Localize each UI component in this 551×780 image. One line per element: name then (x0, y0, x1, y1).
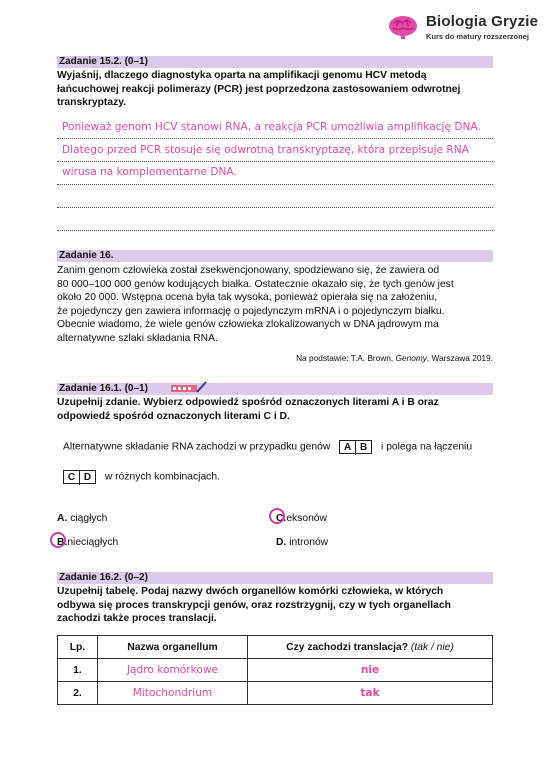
brand-title: Biologia Gryzie (426, 13, 539, 30)
text-line: 80 000–100 000 genów kodujących białka. Ostatecznie okazało się, że tych genów jest (57, 278, 454, 290)
fill-sentence-1: Alternatywne składanie RNA zachodzi w przypadku genów A B i polega na łączeniu (63, 441, 473, 453)
question-line: transkryptazy. (57, 97, 127, 108)
table-header-row (58, 636, 493, 659)
fill-sentence-2: C D w różnych kombinacjach. (63, 470, 220, 484)
question-line: odbywa się proces transkrypcji genów, oraz rozstrzygnij, czy w tych organellach (57, 599, 451, 611)
source-citation: Na podstawie: T.A. Brown, Genomy, Warszawa 2019. (296, 353, 493, 363)
header-translation: Czy zachodzi translacja? (tak / nie) (248, 636, 493, 659)
answer-dotted-line (57, 230, 493, 231)
answer-line-1: Ponieważ genom HCV stanowi RNA, a reakcja PCR umożliwia amplifikację DNA. (62, 121, 481, 133)
task-16-1-question (57, 396, 497, 423)
task-16-title: Zadanie 16. (57, 250, 493, 262)
selected-option-b-circle (50, 532, 66, 548)
selected-option-c-circle (269, 508, 285, 524)
text-line: Obecnie wiadomo, że wiele genów człowieka zlokalizowanych w DNA jądrowym ma (57, 319, 439, 330)
task-15-2-question (57, 69, 497, 110)
answer-dotted-line (57, 184, 493, 185)
option-d[interactable]: D. intronów (276, 537, 329, 548)
task-16-text (57, 264, 497, 345)
question-line: Uzupełnij tabelę. Podaj nazwy dwóch organellów komórki człowieka, w których (57, 586, 444, 597)
task-16-2-title: Zadanie 16.2. (0–2) (57, 572, 493, 584)
option-c[interactable]: C.eksonów (276, 513, 327, 524)
text-line: Zanim genom człowieka został zsekwencjonowany, spodziewano się, że zawiera od (57, 265, 440, 276)
organelle-table (57, 635, 493, 705)
row-translation[interactable]: nie (248, 659, 493, 682)
option-b[interactable]: B.nieciągłych (57, 537, 119, 548)
row-lp: 1. (58, 659, 98, 682)
answer-box-ab[interactable]: A B (339, 440, 372, 454)
answer-dotted-line (57, 138, 493, 139)
table-row (58, 682, 493, 705)
option-a[interactable]: A. ciągłych (57, 513, 108, 524)
answer-line-3: wirusa na komplementarne DNA. (62, 166, 237, 178)
question-line: odpowiedź spośród oznaczonych literami C i D. (57, 410, 290, 422)
text-line: alternatywne szlaki składania RNA. (57, 332, 218, 344)
task-16-1-title: Zadanie 16.1. (0–1) (57, 383, 493, 395)
answer-dotted-line (57, 161, 493, 162)
answer-box-cd[interactable]: C D (63, 470, 96, 484)
text-line: około 20 000. Wstępna ocena była tak wysoka, ponieważ opierała się na założeniu, (57, 292, 438, 303)
task-15-2-title: Zadanie 15.2. (0–1) (57, 56, 493, 68)
question-line: łańcuchowej reakcji polimerazy (PCR) jest poprzedzona zastosowaniem odwrotnej (57, 83, 461, 95)
answer-dotted-line (57, 207, 493, 208)
answer-line-2: Dlatego przed PCR stosuje się odwrotną transkryptazę, która przepisuje RNA (62, 144, 469, 156)
row-organelle-name[interactable]: Jądro komórkowe (98, 659, 248, 682)
marker-pen-icon (170, 381, 208, 395)
header-lp: Lp. (58, 636, 98, 659)
question-line: Uzupełnij zdanie. Wybierz odpowiedź spośród oznaczonych literami A i B oraz (57, 397, 439, 408)
row-translation[interactable]: tak (248, 682, 493, 705)
text-line: że pojedynczy gen zawiera informację o pojedynczym mRNA i o pojedynczym białku. (57, 305, 445, 317)
task-16-2-question (57, 585, 497, 626)
question-line: Wyjaśnij, dlaczego diagnostyka oparta na amplifikacji genomu HCV metodą (57, 70, 427, 81)
row-organelle-name[interactable]: Mitochondrium (98, 682, 248, 705)
brain-logo-icon (387, 14, 419, 40)
header-organelle-name: Nazwa organellum (98, 636, 248, 659)
row-lp: 2. (58, 682, 98, 705)
brand-subtitle: Kurs do matury rozszerzonej (426, 32, 529, 41)
question-line: zachodzi także proces translacji. (57, 613, 217, 624)
table-row (58, 659, 493, 682)
